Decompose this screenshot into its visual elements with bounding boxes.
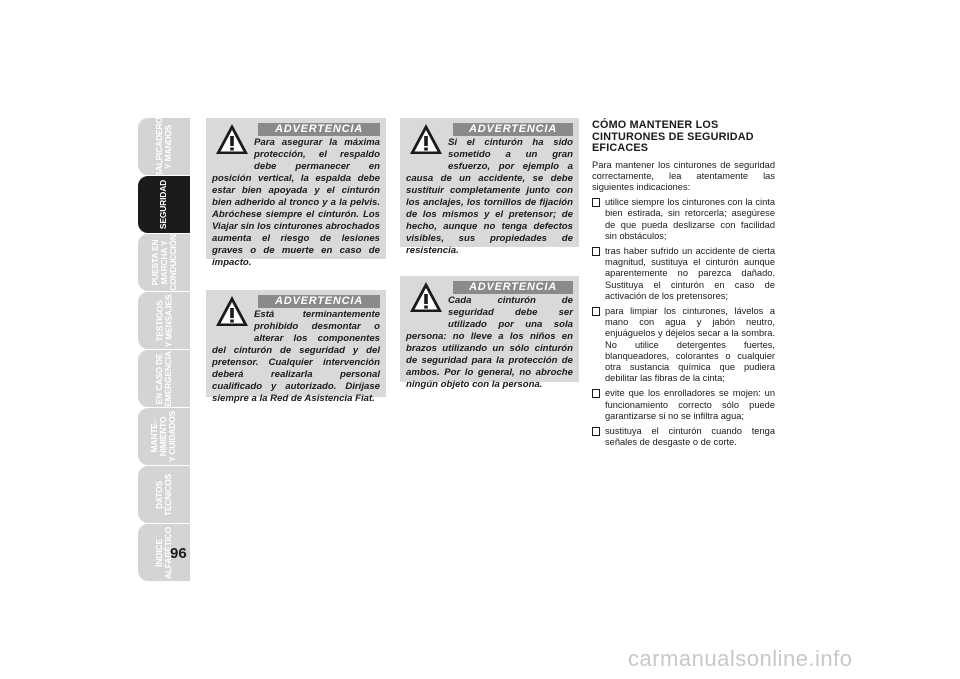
- warning-box: [400, 276, 579, 390]
- list-item: para limpiar los cinturones, lávelos a mano con agua y jabón neutro, enjuáguelos y déjelos secar a la sombra. No utilice detergentes fuertes, blanqueadores, colorantes o cualquier otra sustancia química que pudiera debilitar las fibras de la cinta;: [592, 306, 775, 384]
- list-item: evite que los enrolladores se mojen: un funcionamiento correcto sólo puede garantizarse si no se infiltra agua;: [592, 388, 775, 422]
- warning-title: ADVERTENCIA: [453, 281, 573, 294]
- tab-indice[interactable]: ÍNDICE ALFABÉTICO: [138, 524, 190, 581]
- page-number: 96: [170, 545, 187, 562]
- warning-text: Cada cinturón de seguridad debe ser utilizado por una sola persona: no lleve a los niños en brazos utilizando un sólo cinturón de seguridad para la protección de ambos. Por lo general, no abroche ningún objeto con la persona.: [406, 295, 573, 390]
- checkbox-bullet-icon: [592, 427, 600, 436]
- watermark: carmanualsonline.info: [628, 646, 853, 671]
- chapter-tabs: [138, 118, 190, 582]
- tab-seguridad[interactable]: SEGURIDAD: [138, 176, 190, 233]
- section-intro: Para mantener los cinturones de seguridad correctamente, lea atentamente las siguientes indicaciones:: [592, 159, 775, 192]
- list-item: sustituya el cinturón cuando tenga señales de desgaste o de corte.: [592, 426, 775, 448]
- warning-box: [206, 118, 386, 268]
- warning-title: ADVERTENCIA: [258, 295, 380, 308]
- warning-triangle-icon: [214, 122, 250, 156]
- warning-text: Si el cinturón ha sido sometido a un gran esfuerzo, por ejemplo a causa de un accidente, se debe sustituir completamente junto con los anclajes, los tornillos de fijación de los mismos y el pretensor; de hecho, aunque no tenga defectos visibles, sus propiedades de resistencia.: [406, 137, 573, 256]
- list-item: tras haber sufrido un accidente de cierta magnitud, sustituya el cinturón aunque aparentemente no parezca dañado. Sustituya el cinturón en caso de activación de los pretensores;: [592, 246, 775, 302]
- tab-testigos[interactable]: TESTIGOS Y MENSAJES: [138, 292, 190, 349]
- warning-triangle-icon: [408, 122, 444, 156]
- warning-box: [206, 290, 386, 404]
- section-title: CÓMO MANTENER LOS CINTURONES DE SEGURIDAD EFICACES: [592, 119, 754, 154]
- checkbox-bullet-icon: [592, 389, 600, 398]
- tab-puesta-en-marcha[interactable]: PUESTA EN MARCHA Y CONDUCCIÓN: [138, 234, 190, 291]
- tab-datos-tecnicos[interactable]: DATOS TÉCNICOS: [138, 466, 190, 523]
- tab-mantenimiento[interactable]: MANTE- NIMIENTO Y CUIDADOS: [138, 408, 190, 465]
- list-item: utilice siempre los cinturones con la cinta bien estirada, sin retorcerla; asegúrese de que pueda deslizarse con facilidad sin obstáculos;: [592, 197, 775, 242]
- warning-title: ADVERTENCIA: [453, 123, 573, 136]
- checkbox-bullet-icon: [592, 307, 600, 316]
- maintenance-section: [592, 120, 775, 452]
- warning-title: ADVERTENCIA: [258, 123, 380, 136]
- checkbox-bullet-icon: [592, 198, 600, 207]
- warning-text: Está terminantemente prohibido desmontar o alterar los componentes del cinturón de seguridad y del pretensor. Cualquier intervención deberá realizarla personal cualificado y autorizado. Diríjase siempre a la Red de Asistencia Fiat.: [212, 309, 380, 404]
- warning-triangle-icon: [214, 294, 250, 328]
- warning-text: Para asegurar la máxima protección, el respaldo debe permanecer en posición vertical, la espalda debe estar bien apoyada y el cinturón bien adherido al tronco y a la pelvis. Abróchese siempre el cinturón. Los Viajar sin los cinturones abrochados aumenta el riesgo de lesiones graves o de muerte en caso de impacto.: [212, 137, 380, 268]
- checkbox-bullet-icon: [592, 247, 600, 256]
- tab-salpicadero[interactable]: SALPICADERO Y MANDOS: [138, 118, 190, 175]
- warning-triangle-icon: [408, 280, 444, 314]
- instruction-list: [592, 197, 775, 448]
- warning-box: [400, 118, 579, 256]
- tab-emergencia[interactable]: EN CASO DE EMERGENCIA: [138, 350, 190, 407]
